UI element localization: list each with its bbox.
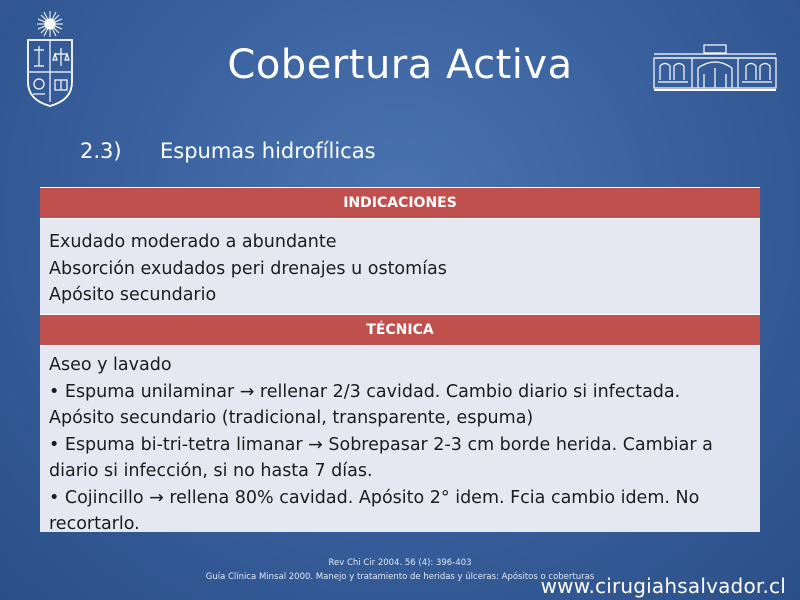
- website-link[interactable]: www.cirugiahsalvador.cl: [540, 574, 786, 598]
- text-line: recortarlo.: [49, 514, 140, 534]
- section-heading: Espumas hidrofílicas: [160, 139, 376, 163]
- table-header-indicaciones: INDICACIONES: [40, 187, 760, 218]
- reference-line: Rev Chi Cir 2004. 56 (4): 396-403: [328, 558, 472, 568]
- text-line: • Cojincillo → rellena 80% cavidad. Apósito 2° idem. Fcia cambio idem. No: [49, 487, 700, 508]
- section-subtitle: [80, 139, 376, 163]
- text-line: • Espuma bi-tri-tetra limanar → Sobrepasar 2-3 cm borde herida. Cambiar a: [49, 434, 713, 455]
- slide-title: Cobertura Activa: [227, 42, 573, 88]
- table-header-tecnica: TÉCNICA: [40, 314, 760, 345]
- table-cell-tecnica: [40, 345, 760, 532]
- text-line: Apósito secundario (tradicional, transparente, espuma): [49, 408, 534, 428]
- text-line: Absorción exudados peri drenajes u ostomías: [49, 258, 447, 279]
- text-line: Exudado moderado a abundante: [49, 232, 337, 252]
- text-line: • Espuma unilaminar → rellenar 2/3 cavidad. Cambio diario si infectada.: [49, 381, 681, 402]
- text-line: Apósito secundario: [49, 285, 217, 305]
- info-table: [40, 187, 760, 532]
- text-line: diario si infección, si no hasta 7 días.: [49, 461, 373, 481]
- reference-line: Guía Clínica Minsal 2000. Manejo y tratamiento de heridas y úlceras: Apósitos o coberturas: [205, 572, 595, 582]
- text-line: Aseo y lavado: [49, 355, 172, 375]
- section-number: 2.3): [80, 139, 122, 163]
- table-cell-indicaciones: [40, 218, 760, 314]
